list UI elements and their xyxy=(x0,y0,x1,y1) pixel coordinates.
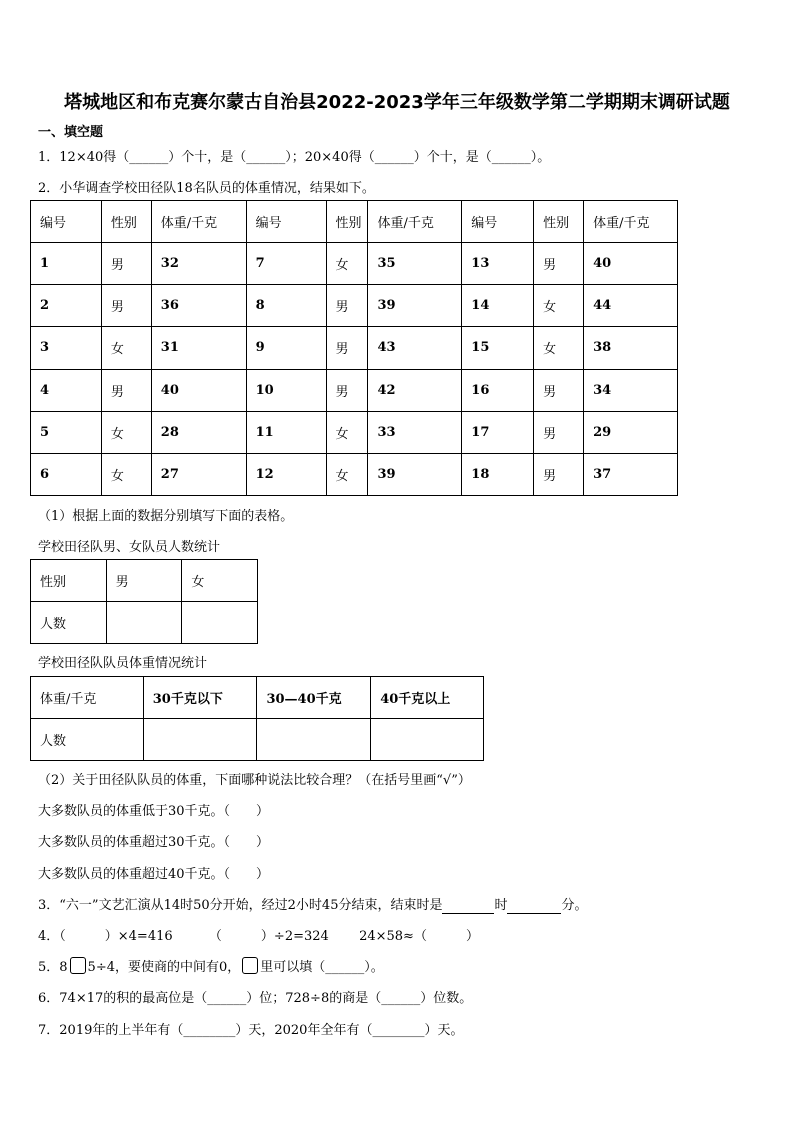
question-3-unit-minute: 分。 xyxy=(561,898,588,913)
table-caption-weight: 学校田径队队员体重情况统计 xyxy=(38,656,208,671)
table-cell: 女 xyxy=(326,411,368,453)
table-row xyxy=(31,243,678,285)
table-cell: 16 xyxy=(462,369,534,411)
table-cell: 32 xyxy=(151,243,246,285)
table-cell: 男 xyxy=(101,369,151,411)
table-header-cell: 体重/千克 xyxy=(151,201,246,243)
question-4-part-c: 24×58≈（ ） xyxy=(359,929,479,944)
table-header-cell: 体重/千克 xyxy=(584,201,678,243)
table-header-cell: 编号 xyxy=(462,201,534,243)
table-cell: 男 xyxy=(534,411,584,453)
table-cell: 29 xyxy=(584,411,678,453)
table-row-label: 人数 xyxy=(31,719,144,761)
table-row xyxy=(31,369,678,411)
table-header-row xyxy=(31,677,484,719)
table-header-cell: 体重/千克 xyxy=(31,677,144,719)
table-cell: 10 xyxy=(246,369,326,411)
table-cell: 34 xyxy=(584,369,678,411)
table-cell: 男 xyxy=(326,285,368,327)
table-row-label: 人数 xyxy=(31,602,107,644)
option-below-30[interactable]: 大多数队员的体重低于30千克。（ ） xyxy=(38,804,270,819)
table-cell: 女 xyxy=(534,285,584,327)
question-7: 7．2019年的上半年有（________）天，2020年全年有（________）天。 xyxy=(38,1023,464,1038)
table-cell: 28 xyxy=(151,411,246,453)
question-2-part-2: （2）关于田径队队员的体重，下面哪种说法比较合理？（在括号里画“√”） xyxy=(38,773,471,788)
question-5 xyxy=(38,956,384,975)
table-cell: 12 xyxy=(246,453,326,495)
table-cell: 18 xyxy=(462,453,534,495)
table-cell: 44 xyxy=(584,285,678,327)
weight-range-table xyxy=(30,676,484,761)
table-cell: 5 xyxy=(31,411,102,453)
answer-blank[interactable] xyxy=(507,898,561,914)
table-cell: 43 xyxy=(368,327,462,369)
table-row xyxy=(31,411,678,453)
question-3 xyxy=(38,894,588,914)
table-row xyxy=(31,719,484,761)
table-header-row xyxy=(31,560,258,602)
table-cell: 女 xyxy=(101,453,151,495)
table-cell: 1 xyxy=(31,243,102,285)
table-cell: 女 xyxy=(326,453,368,495)
table-header-cell: 体重/千克 xyxy=(368,201,462,243)
question-4-part-b: （ ）÷2=324 xyxy=(208,929,329,944)
table-cell: 42 xyxy=(368,369,462,411)
table-row xyxy=(31,327,678,369)
table-cell: 男 xyxy=(534,243,584,285)
table-cell: 38 xyxy=(584,327,678,369)
answer-cell[interactable] xyxy=(143,719,257,761)
table-cell: 3 xyxy=(31,327,102,369)
weight-data-table xyxy=(30,200,678,496)
table-row xyxy=(31,285,678,327)
table-header-cell: 编号 xyxy=(31,201,102,243)
question-2-part-1: （1）根据上面的数据分别填写下面的表格。 xyxy=(38,509,294,524)
question-1: 1．12×40得（______）个十，是（______）；20×40得（______）个十，是（______）。 xyxy=(38,150,551,165)
table-cell: 男 xyxy=(534,369,584,411)
table-header-cell: 30—40千克 xyxy=(257,677,371,719)
gender-count-table xyxy=(30,559,258,644)
answer-cell[interactable] xyxy=(182,602,258,644)
question-3-text: 3．“六一”文艺汇演从14时50分开始，经过2小时45分结束，结束时是 xyxy=(38,898,443,913)
answer-blank[interactable] xyxy=(442,898,494,914)
table-header-cell: 30千克以下 xyxy=(143,677,257,719)
table-cell: 36 xyxy=(151,285,246,327)
table-cell: 4 xyxy=(31,369,102,411)
table-cell: 男 xyxy=(534,453,584,495)
table-header-cell: 性别 xyxy=(326,201,368,243)
table-cell: 8 xyxy=(246,285,326,327)
section-heading: 一、填空题 xyxy=(38,125,104,140)
table-cell: 女 xyxy=(101,327,151,369)
table-header-cell: 40千克以上 xyxy=(371,677,484,719)
question-6: 6．74×17的积的最高位是（______）位；728÷8的商是（______）位数。 xyxy=(38,991,473,1006)
table-row xyxy=(31,602,258,644)
option-over-40[interactable]: 大多数队员的体重超过40千克。（ ） xyxy=(38,867,270,882)
table-cell: 11 xyxy=(246,411,326,453)
table-header-cell: 男 xyxy=(106,560,182,602)
table-cell: 9 xyxy=(246,327,326,369)
table-cell: 40 xyxy=(151,369,246,411)
table-cell: 33 xyxy=(368,411,462,453)
answer-cell[interactable] xyxy=(106,602,182,644)
table-cell: 6 xyxy=(31,453,102,495)
table-header-cell: 性别 xyxy=(101,201,151,243)
question-5-text-c: 里可以填（______）。 xyxy=(260,960,384,975)
table-cell: 37 xyxy=(584,453,678,495)
table-header-cell: 女 xyxy=(182,560,258,602)
table-cell: 男 xyxy=(101,285,151,327)
table-cell: 35 xyxy=(368,243,462,285)
table-header-cell: 编号 xyxy=(246,201,326,243)
question-2: 2．小华调查学校田径队18名队员的体重情况，结果如下。 xyxy=(38,181,375,196)
table-cell: 女 xyxy=(326,243,368,285)
table-cell: 7 xyxy=(246,243,326,285)
table-cell: 27 xyxy=(151,453,246,495)
table-cell: 13 xyxy=(462,243,534,285)
table-cell: 女 xyxy=(101,411,151,453)
table-row xyxy=(31,453,678,495)
question-3-unit-hour: 时 xyxy=(494,898,508,913)
table-cell: 男 xyxy=(326,327,368,369)
table-cell: 31 xyxy=(151,327,246,369)
table-cell: 39 xyxy=(368,453,462,495)
table-header-row xyxy=(31,201,678,243)
table-cell: 17 xyxy=(462,411,534,453)
digit-box[interactable] xyxy=(242,957,258,974)
question-5-text-b: 5÷4，要使商的中间有0， xyxy=(87,960,241,975)
table-cell: 男 xyxy=(101,243,151,285)
table-cell: 14 xyxy=(462,285,534,327)
page-title: 塔城地区和布克赛尔蒙古自治县2022-2023学年三年级数学第二学期期末调研试题 xyxy=(64,92,730,113)
table-cell: 40 xyxy=(584,243,678,285)
table-caption-gender: 学校田径队男、女队员人数统计 xyxy=(38,540,221,555)
table-cell: 39 xyxy=(368,285,462,327)
table-cell: 2 xyxy=(31,285,102,327)
question-5-text-a: 5．8 xyxy=(38,960,68,975)
question-4-part-a: 4．（ ）×4=416 xyxy=(38,929,173,944)
table-header-cell: 性别 xyxy=(31,560,107,602)
table-header-cell: 性别 xyxy=(534,201,584,243)
table-cell: 男 xyxy=(326,369,368,411)
table-cell: 15 xyxy=(462,327,534,369)
digit-box[interactable] xyxy=(70,957,86,974)
question-4 xyxy=(38,925,479,944)
option-over-30[interactable]: 大多数队员的体重超过30千克。（ ） xyxy=(38,835,270,850)
answer-cell[interactable] xyxy=(257,719,371,761)
answer-cell[interactable] xyxy=(371,719,484,761)
table-cell: 女 xyxy=(534,327,584,369)
